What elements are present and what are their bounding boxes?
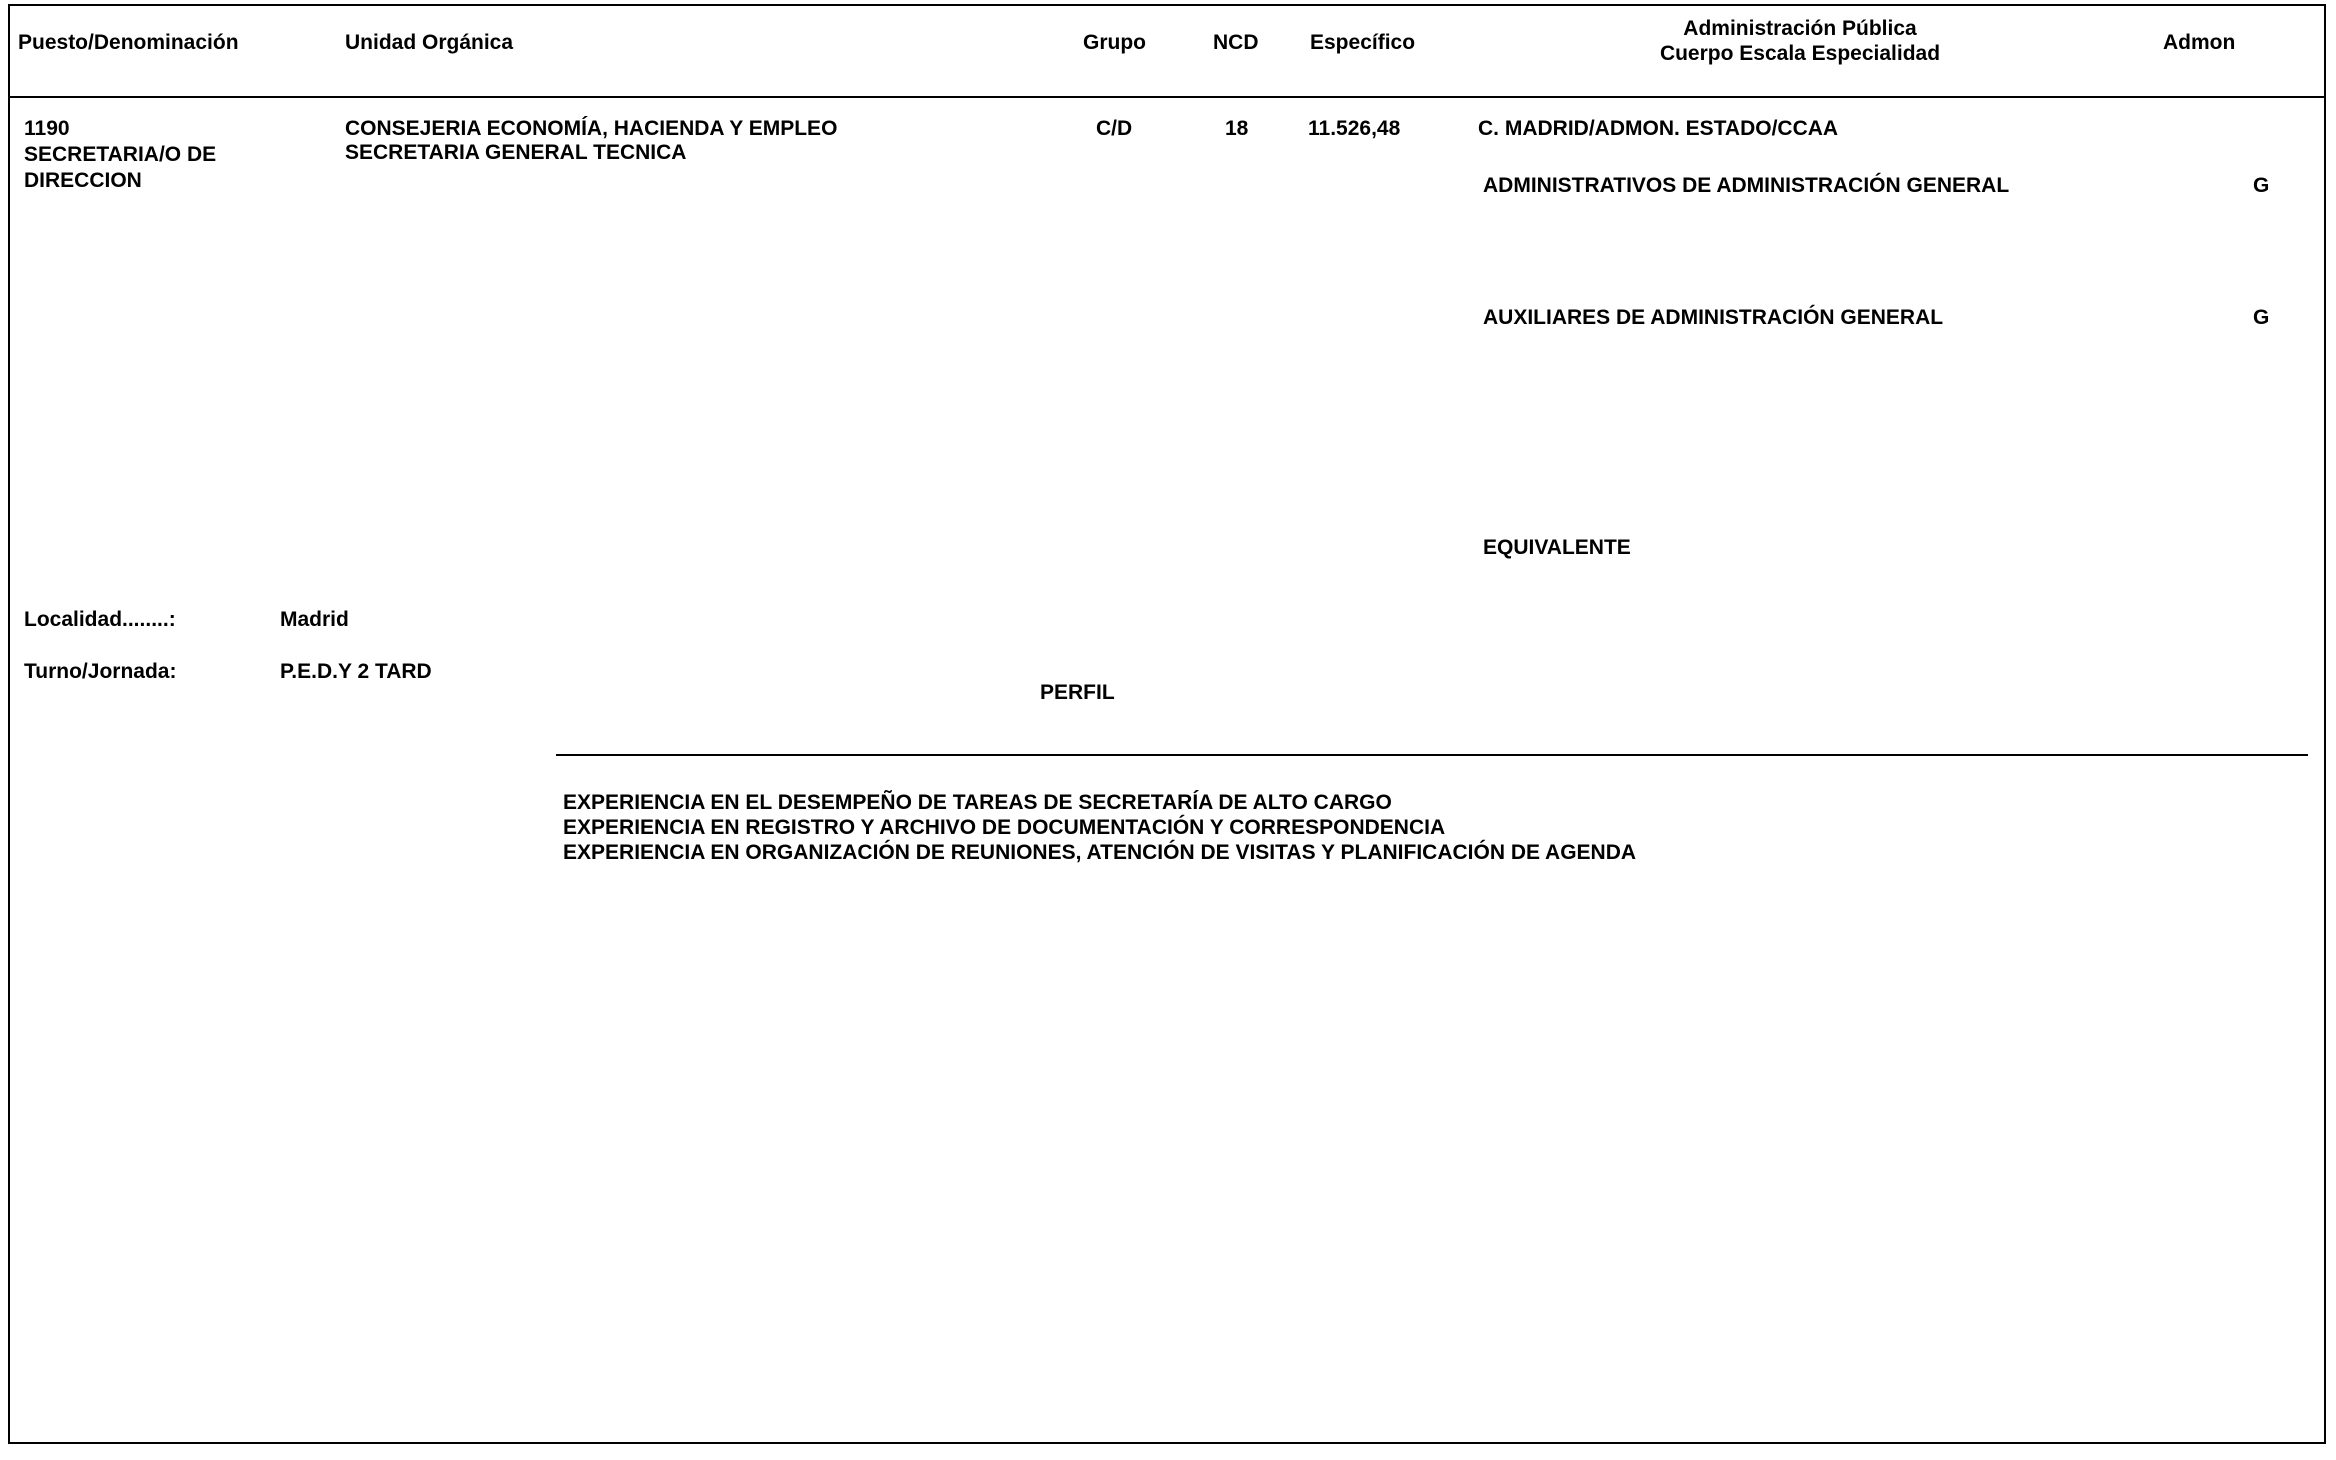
localidad-label: Localidad........: [24, 608, 176, 631]
row-unidad-linea1: CONSEJERIA ECONOMÍA, HACIENDA Y EMPLEO [345, 117, 838, 140]
perfil-line-1: EXPERIENCIA EN EL DESEMPEÑO DE TAREAS DE SECRETARÍA DE ALTO CARGO [563, 791, 1392, 814]
row-cuerpo-1: ADMINISTRATIVOS DE ADMINISTRACIÓN GENERAL [1483, 174, 2010, 197]
row-especifico: 11.526,48 [1308, 117, 1401, 140]
header-separator-rule [8, 96, 2326, 98]
row-equivalente: EQUIVALENTE [1483, 536, 1631, 559]
column-header-admon: Admon [2163, 31, 2236, 54]
column-header-puesto: Puesto/Denominación [18, 31, 239, 54]
perfil-line-3: EXPERIENCIA EN ORGANIZACIÓN DE REUNIONES, ATENCIÓN DE VISITAS Y PLANIFICACIÓN DE AGENDA [563, 841, 1637, 864]
row-cuerpo-2: AUXILIARES DE ADMINISTRACIÓN GENERAL [1483, 306, 1944, 329]
column-header-ncd: NCD [1213, 31, 1259, 54]
row-grupo: C/D [1096, 117, 1133, 140]
perfil-lines [563, 790, 1636, 865]
table-frame [8, 4, 2326, 1444]
turno-jornada-value: P.E.D.Y 2 TARD [280, 660, 432, 683]
localidad-value: Madrid [280, 608, 349, 631]
column-header-unidad: Unidad Orgánica [345, 31, 514, 54]
row-ncd: 18 [1225, 117, 1249, 140]
turno-jornada-label: Turno/Jornada: [24, 660, 177, 683]
row-codigo: 1190 [24, 117, 70, 140]
column-header-administracion-publica [1480, 16, 2120, 66]
column-header-grupo: Grupo [1083, 31, 1146, 54]
row-cuerpo-2-admon: G [2253, 306, 2270, 329]
perfil-line-2: EXPERIENCIA EN REGISTRO Y ARCHIVO DE DOCUMENTACIÓN Y CORRESPONDENCIA [563, 816, 1446, 839]
column-header-especifico: Específico [1310, 31, 1416, 54]
column-header-admin-publica-line2: Cuerpo Escala Especialidad [1659, 42, 1941, 65]
row-cuerpo-1-admon: G [2253, 174, 2270, 197]
perfil-separator-rule [556, 754, 2308, 756]
row-unidad-linea2: SECRETARIA GENERAL TECNICA [345, 141, 687, 164]
row-denominacion: SECRETARIA/O DE DIRECCION [24, 143, 217, 192]
row-administracion-publica: C. MADRID/ADMON. ESTADO/CCAA [1478, 117, 1839, 140]
column-header-admin-publica-line1: Administración Pública [1683, 17, 1917, 40]
perfil-title: PERFIL [1040, 681, 1115, 704]
